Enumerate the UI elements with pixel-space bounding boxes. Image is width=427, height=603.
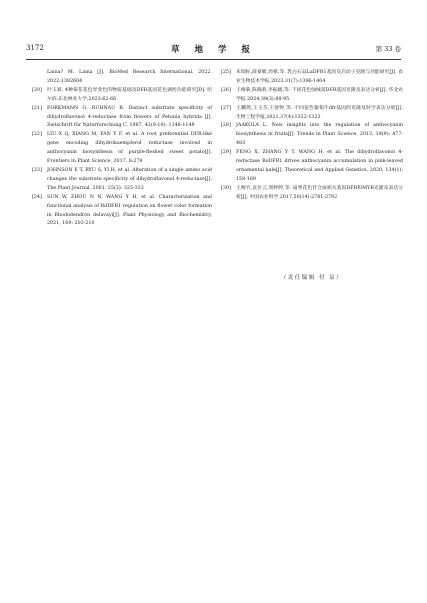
reference-text: SUN W, ZHOU N N, WANG Y H, et al. Characterization and functional analysis of RdDFR1 regulation on flower color formation in Rhododendron delavayi[J]. Plant Physiology and Biochemistry, 2021, 169: 203-210 <box>47 194 212 227</box>
reference-number: [29] <box>221 150 231 156</box>
reference-number: [22] <box>32 132 42 138</box>
reference-number: [25] <box>221 70 231 75</box>
reference-entry <box>221 105 403 123</box>
reference-text: 王梅菊,陈晓莉,李振媛,等. 不同花色绿绒蒿DFR基因克隆及表达分析[J]. 华北农学报,2024,39(3):88-95 <box>236 87 403 102</box>
reference-text: FENG X, ZHANG Y T, WANG H, et al. The dihydroflavonol 4-reductase BoDFR1 drives anthocyanin accumulation in pink-leaved ornamental kale[J]. Theoretical and Applied Genetics, 2020, 134(1): 159-169 <box>236 150 403 182</box>
page-number: 3172 <box>26 44 44 52</box>
reference-text: LIU X Q, XIANG M, FAN Y F, et al. A root preferential DFR-like gene encoding dihydrokaempferol reductase involved in anthocyanin biosynthesis of purple-fleshed sweet potato[J]. Frontiers in Plant Science, 2017, 8:279 <box>47 132 212 165</box>
reference-entry <box>221 185 403 203</box>
header-rule <box>26 59 401 60</box>
references-column-left <box>32 69 212 229</box>
reference-number: [26] <box>221 87 231 93</box>
reference-text: JOHNSON E T, RYU S, YI H, et al. Alteration of a single amino acid changes the substrate specificity of dihydroflavonol 4-reductase[J]. The Plant Journal, 2001, 25(3): 325-333 <box>47 167 212 191</box>
reference-text: 叶玉斌. 4种菊花花色异变色的物质基础及DFR基因花色调控功能研究[D]. 哈尔滨:东北林业大学,2023:62-66 <box>47 87 212 102</box>
reference-text: Laina? M. Laina [J]. BioMed Research International, 2022, 2022:1382604 <box>47 70 212 84</box>
reference-text: FORKMANN G, RUHNAU B. Distinct substrate specificity of dihydroflavonol 4-reductase from flowers of Petunia hybrida [J]. Zeitschrift für Naturforschung C, 1987, 42(9-10): 1146-1148 <box>47 105 212 129</box>
reference-entry <box>32 105 212 132</box>
reference-number: [28] <box>221 123 231 129</box>
reference-entry <box>47 69 212 87</box>
reference-entry <box>221 69 403 87</box>
reference-number: [24] <box>32 194 42 200</box>
responsible-editor-note: （责任编辑 付 宸） <box>280 275 344 281</box>
reference-text: JAAKOLA L. New insights into the regulation of anthocyanin biosynthesis in fruits[J]. Trends in Plant Science, 2013, 18(9): 477-483 <box>236 123 403 147</box>
reference-entry <box>32 167 212 194</box>
reference-entry <box>32 131 212 167</box>
reference-entry <box>32 87 212 105</box>
references-column-right <box>221 69 403 203</box>
reference-number: [20] <box>32 87 42 93</box>
reference-entry <box>221 87 403 105</box>
reference-text: 朱瑞标,薛嘉敏,周祺,等. 乳白石蒜LaDFR1基因及启动子克隆与功能研究[J]. 农业生物技术学报,2023,31(7):1396-1404 <box>236 70 403 84</box>
reference-text: 王梅竹,袁位云,周婷婷,等. 扇萼花色苷合成相关基因DFR和MYB克隆及表达分析[J]. 中国农业科学,2017,50(14):2781-2792 <box>236 185 403 200</box>
journal-title: 草 地 学 报 <box>171 45 256 55</box>
reference-entry <box>221 122 403 149</box>
reference-number: [23] <box>32 167 42 173</box>
reference-number: [21] <box>32 105 42 111</box>
running-header <box>26 44 401 56</box>
reference-number: [27] <box>221 105 231 111</box>
reference-number: [30] <box>221 185 231 191</box>
volume-label: 第 33 卷 <box>375 45 401 53</box>
reference-entry <box>221 149 403 185</box>
reference-text: 王麟然,王玉芬,王舒婷,等. 不同花色葡萄牛dfr基因的克隆及时空表达分析[J]. 生物工程学报,2021,37(4):1312-1323 <box>236 105 403 120</box>
reference-entry <box>32 194 212 230</box>
